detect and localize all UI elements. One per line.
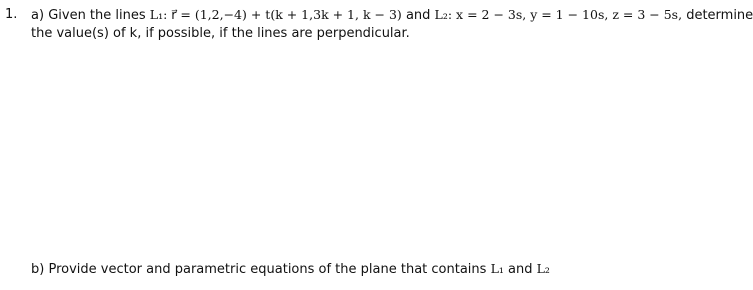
part-b-label: b) bbox=[31, 262, 45, 277]
line-l2-equation: L₂: x = 2 − 3s, y = 1 − 10s, z = 3 − 5s, bbox=[434, 7, 683, 22]
part-b-line bbox=[31, 261, 550, 278]
part-b-l1-symbol: L₁ bbox=[490, 261, 504, 276]
line-l1-equation: L₁: r⃗ = (1,2,−4) + t(k + 1,3k + 1, k − 3) bbox=[149, 7, 402, 22]
part-b-l2-symbol: L₂ bbox=[536, 261, 550, 276]
part-a-and-text: and bbox=[405, 8, 431, 23]
part-b-text: Provide vector and parametric equations of the plane that contains bbox=[48, 262, 487, 277]
part-a-continuation: the value(s) of k, if possible, if the lines are perpendicular. bbox=[31, 26, 410, 41]
question-number: 1. bbox=[5, 7, 18, 22]
part-a-label: a) bbox=[31, 8, 45, 23]
part-b-and-text: and bbox=[508, 262, 533, 277]
part-a-tail-text: determine bbox=[686, 8, 753, 23]
part-a-first-line bbox=[31, 7, 753, 24]
part-a-lead-text: Given the lines bbox=[48, 8, 146, 23]
